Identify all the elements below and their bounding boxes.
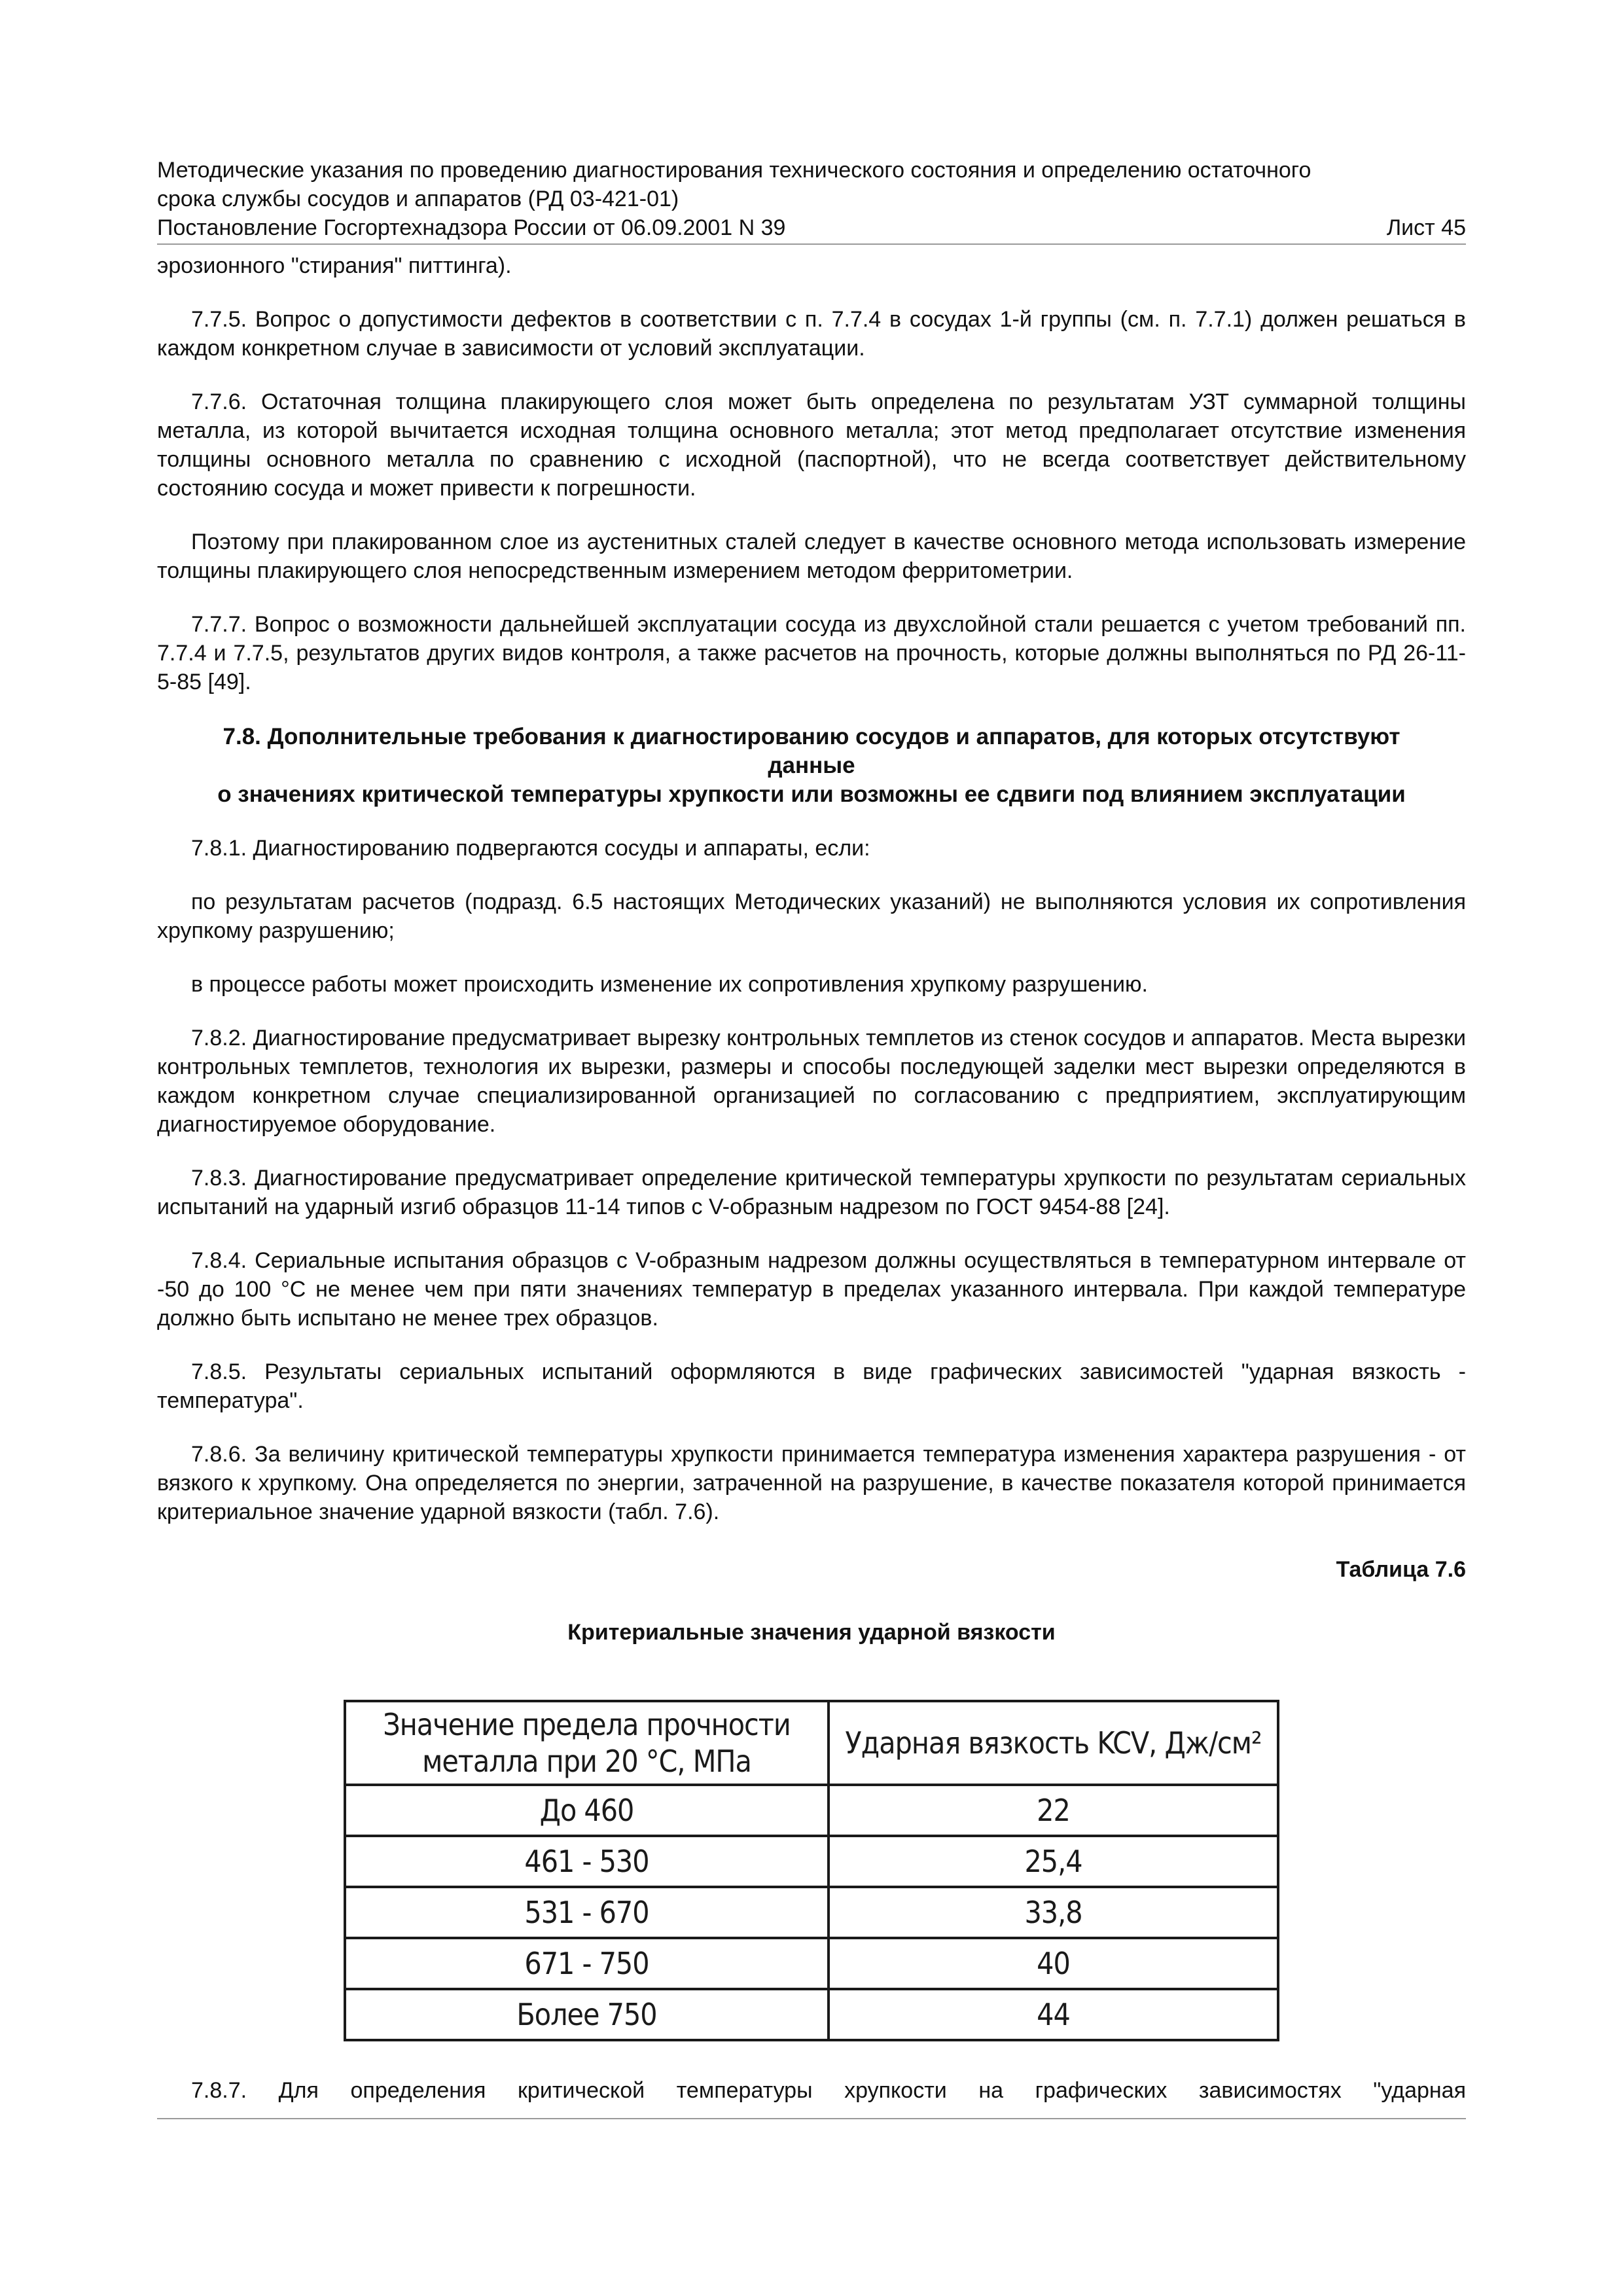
paragraph-7-7-6: 7.7.6. Остаточная толщина плакирующего слоя может быть определена по результатам УЗТ суммарной толщины металла, из которой вычитается исходная толщина основного металла; этот метод предполагает отсутствие изменения толщины основного металла по сравнению с исходной (паспортной), что не всегда соответствует действительному состоянию сосуда и может привести к погрешности. [157,389,1466,501]
paragraph-7-8-2: 7.8.2. Диагностирование предусматривает вырезку контрольных темплетов из стенок сосудов и аппаратов. Места вырезки контрольных темплетов, технология их вырезки, размеры и способы последующей заделки мест вырезки определяются в каждом конкретном случае специализированной организацией по согласованию с предприятием, эксплуатирующим диагностируемое оборудование. [157,1026,1466,1137]
paragraph-7-8-4: 7.8.4. Сериальные испытания образцов с V-образным надрезом должны осуществляться в температурном интервале от -50 до 100 °С не менее чем при пяти значениях температур в пределах указанного интервала. При каждой температуре должно быть испытано не менее трех образцов. [157,1248,1466,1331]
table-header-row [345,1701,1278,1785]
footer-divider [157,2118,1466,2119]
table-cell-strength: До 460 [345,1785,829,1836]
table-row [345,1836,1278,1887]
table-cell-kcv: 25,4 [829,1836,1278,1887]
paragraph-operation-condition: в процессе работы может происходить изменение их сопротивления хрупкому разрушению. [191,972,1148,997]
table-cell-strength: 461 - 530 [345,1836,829,1887]
table-cell-kcv: 33,8 [829,1887,1278,1938]
table-cell-kcv: 40 [829,1938,1278,1989]
table-cell-strength: Более 750 [345,1989,829,2040]
table-number-label: Таблица 7.6 [1336,1557,1466,1582]
header-decree: Постановление Госгортехнадзора России от 06.09.2001 N 39 [157,215,786,240]
paragraph-7-8-6: 7.8.6. За величину критической температуры хрупкости принимается температура изменения характера разрушения - от вязкого к хрупкому. Она определяется по энергии, затраченной на разрушение, в качестве показателя которой принимается критериальное значение ударной вязкости (табл. 7.6). [157,1442,1466,1524]
paragraph-7-8-3: 7.8.3. Диагностирование предусматривает определение критической температуры хрупкости по результатам сериальных испытаний на ударный изгиб образцов 11-14 типов с V-образным надрезом по ГОСТ 9454-88 [24]. [157,1166,1466,1219]
impact-toughness-table [344,1700,1279,2041]
section-title-line2: данные [768,753,855,778]
paragraph-continuation: эрозионного "стирания" питтинга). [157,253,512,278]
table-header-strength [345,1701,829,1785]
paragraph-7-8-1: 7.8.1. Диагностированию подвергаются сосуды и аппараты, если: [191,836,870,861]
table-row [345,1989,1278,2040]
header-sheet-number: Лист 45 [1386,215,1466,240]
table-row [345,1938,1278,1989]
header-title-line2: срока службы сосудов и аппаратов (РД 03-421-01) [157,187,679,211]
section-title-line1: 7.8. Дополнительные требования к диагностированию сосудов и аппаратов, для которых отсутствуют [223,724,1400,749]
table-header-kcv: Ударная вязкость KCV, Дж/см² [829,1701,1278,1785]
table-cell-strength: 531 - 670 [345,1887,829,1938]
table-row [345,1785,1278,1836]
paragraph-7-7-5: 7.7.5. Вопрос о допустимости дефектов в соответствии с п. 7.7.4 в сосудах 1-й группы (см. п. 7.7.1) должен решаться в каждом конкретном случае в зависимости от условий эксплуатации. [157,307,1466,361]
paragraph-7-7-7: 7.7.7. Вопрос о возможности дальнейшей эксплуатации сосуда из двухслойной стали решается с учетом требований пп. 7.7.4 и 7.7.5, результатов других видов контроля, а также расчетов на прочность, которые должны выполняться по РД 26-11-5-85 [49]. [157,612,1466,694]
section-title-line3: о значениях критической температуры хрупкости или возможны ее сдвиги под влиянием эксплуатации [217,781,1406,807]
section-title-7-8 [157,723,1466,809]
page-header [157,156,1466,245]
paragraph-cladding-method: Поэтому при плакированном слое из аустенитных сталей следует в качестве основного метода использовать измерение толщины плакирующего слоя непосредственным измерением методом ферритометрии. [157,529,1466,583]
table-caption: Критериальные значения ударной вязкости [567,1620,1056,1645]
table-cell-kcv: 44 [829,1989,1278,2040]
header-divider [157,243,1466,245]
header-row [157,213,1466,242]
paragraph-calc-condition: по результатам расчетов (подразд. 6.5 настоящих Методических указаний) не выполняются условия их сопротивления хрупкому разрушению; [157,889,1466,943]
paragraph-7-8-5: 7.8.5. Результаты сериальных испытаний оформляются в виде графических зависимостей "ударная вязкость - температура". [157,1359,1466,1413]
header-title-line1: Методические указания по проведению диагностирования технического состояния и определению остаточного [157,158,1311,183]
table-header-strength-line1: Значение предела прочности [383,1707,791,1742]
table-cell-kcv: 22 [829,1785,1278,1836]
table-header-strength-line2: металла при 20 °С, МПа [422,1744,751,1779]
page-content [157,156,1466,1647]
table-cell-strength: 671 - 750 [345,1938,829,1989]
table-row [345,1887,1278,1938]
paragraph-7-8-7: 7.8.7. Для определения критической температуры хрупкости на графических зависимостях "ударная [191,2078,1466,2103]
